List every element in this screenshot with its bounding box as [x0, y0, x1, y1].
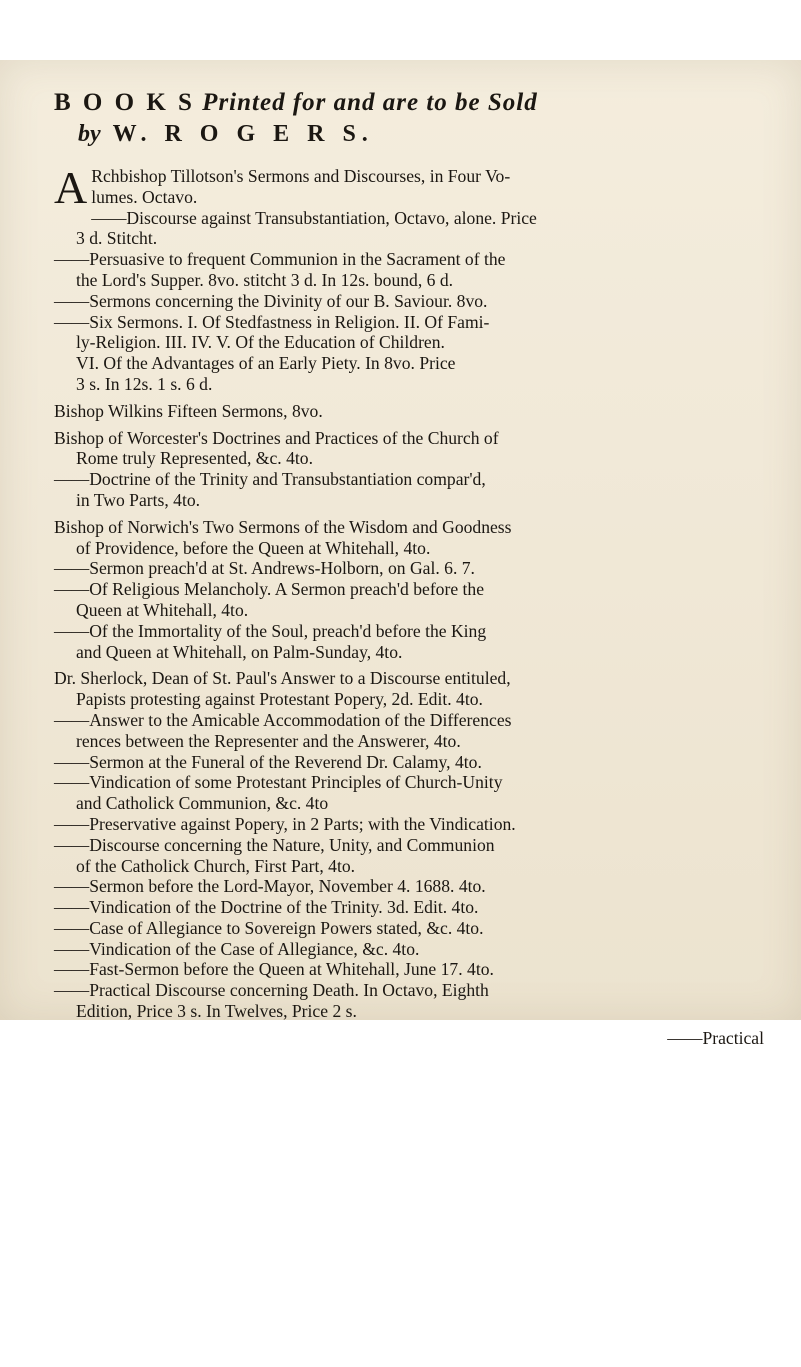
entry-line: of Providence, before the Queen at Whitehall, 4to.	[76, 537, 431, 558]
catalogue-text	[54, 88, 774, 1049]
book-entry	[54, 517, 774, 663]
entry-line: and Queen at Whitehall, on Palm-Sunday, 4to.	[76, 641, 403, 662]
entry-line: 3 s. In 12s. 1 s. 6 d.	[76, 373, 213, 394]
entry-line: ——Sermons concerning the Divinity of our B. Saviour. 8vo.	[54, 290, 488, 311]
entry-line: the Lord's Supper. 8vo. stitcht 3 d. In 12s. bound, 6 d.	[76, 269, 454, 290]
entry-line: lumes. Octavo.	[91, 186, 198, 207]
entry-line: Papists protesting against Protestant Popery, 2d. Edit. 4to.	[76, 689, 483, 710]
printer-line	[54, 120, 774, 148]
book-entry	[54, 668, 774, 1022]
catchword: ——Practical	[667, 1027, 764, 1048]
entry-line: ——Case of Allegiance to Sovereign Powers stated, &c. 4to.	[54, 917, 484, 938]
book-entry	[54, 428, 774, 511]
entry-line: Bishop of Worcester's Doctrines and Practices of the Church of	[54, 427, 499, 448]
entry-line: ——Doctrine of the Trinity and Transubstantiation compar'd,	[54, 469, 486, 490]
title-rest: Printed for and are to be Sold	[202, 89, 538, 116]
entry-line: ——Vindication of the Case of Allegiance, &c. 4to.	[54, 938, 420, 959]
entry-line: ——Persuasive to frequent Communion in the Sacrament of the	[54, 249, 506, 270]
entry-line: Bishop of Norwich's Two Sermons of the Wisdom and Goodness	[54, 516, 512, 537]
entry-line: ——Vindication of some Protestant Principles of Church-Unity	[54, 772, 503, 793]
entry-line: ——Vindication of the Doctrine of the Trinity. 3d. Edit. 4to.	[54, 897, 479, 918]
entry-line: ——Of Religious Melancholy. A Sermon preach'd before the	[54, 579, 485, 600]
entry-line: ——Fast-Sermon before the Queen at Whitehall, June 17. 4to.	[54, 959, 494, 980]
entry-line: and Catholick Communion, &c. 4to	[76, 793, 329, 814]
entry-line: Dr. Sherlock, Dean of St. Paul's Answer to a Discourse entituled,	[54, 668, 511, 689]
entry-line: ——Six Sermons. I. Of Stedfastness in Religion. II. Of Fami-	[54, 311, 490, 332]
printer-name: W. R O G E R S.	[112, 121, 374, 147]
entry-line: ——Sermon before the Lord-Mayor, November 4. 1688. 4to.	[54, 876, 486, 897]
entry-line: Bishop Wilkins Fifteen Sermons, 8vo.	[54, 400, 323, 421]
entry-line: ——Of the Immortality of the Soul, preach'd before the King	[54, 620, 487, 641]
book-entry	[54, 162, 774, 395]
page-title	[54, 88, 774, 118]
book-list	[54, 162, 774, 1049]
entry-line: rences between the Representer and the Answerer, 4to.	[76, 730, 461, 751]
entry-line: A Rchbishop Tillotson's Sermons and Discourses, in Four Vo-	[54, 162, 511, 213]
entry-line: ——Practical Discourse concerning Death. In Octavo, Eighth	[54, 980, 489, 1001]
entry-line: ly-Religion. III. IV. V. Of the Education of Children.	[76, 332, 445, 353]
entry-line: ——Answer to the Amicable Accommodation of the Differences	[54, 709, 512, 730]
printer-by: by	[78, 121, 101, 147]
drop-cap: A	[54, 162, 88, 213]
entry-line: ——Discourse concerning the Nature, Unity, and Communion	[54, 834, 495, 855]
entry-line: ——Sermon preach'd at St. Andrews-Holborn, on Gal. 6. 7.	[54, 558, 475, 579]
entry-line: VI. Of the Advantages of an Early Piety. In 8vo. Price	[76, 353, 456, 374]
book-entry	[54, 401, 774, 422]
entry-line: ——Discourse against Transubstantiation, Octavo, alone. Price	[91, 207, 537, 228]
entry-line: 3 d. Stitcht.	[76, 228, 158, 249]
entry-line: ——Sermon at the Funeral of the Reverend Dr. Calamy, 4to.	[54, 751, 482, 772]
entry-line: in Two Parts, 4to.	[76, 489, 201, 510]
entry-line: Queen at Whitehall, 4to.	[76, 599, 249, 620]
entry-line: Edition, Price 3 s. In Twelves, Price 2 s.	[76, 1001, 357, 1022]
entry-line: Rome truly Represented, &c. 4to.	[76, 448, 313, 469]
entry-line: ——Preservative against Popery, in 2 Parts; with the Vindication.	[54, 813, 516, 834]
title-books: B O O K S	[54, 89, 195, 116]
entry-line: of the Catholick Church, First Part, 4to.	[76, 855, 356, 876]
page-footer	[54, 1028, 774, 1049]
